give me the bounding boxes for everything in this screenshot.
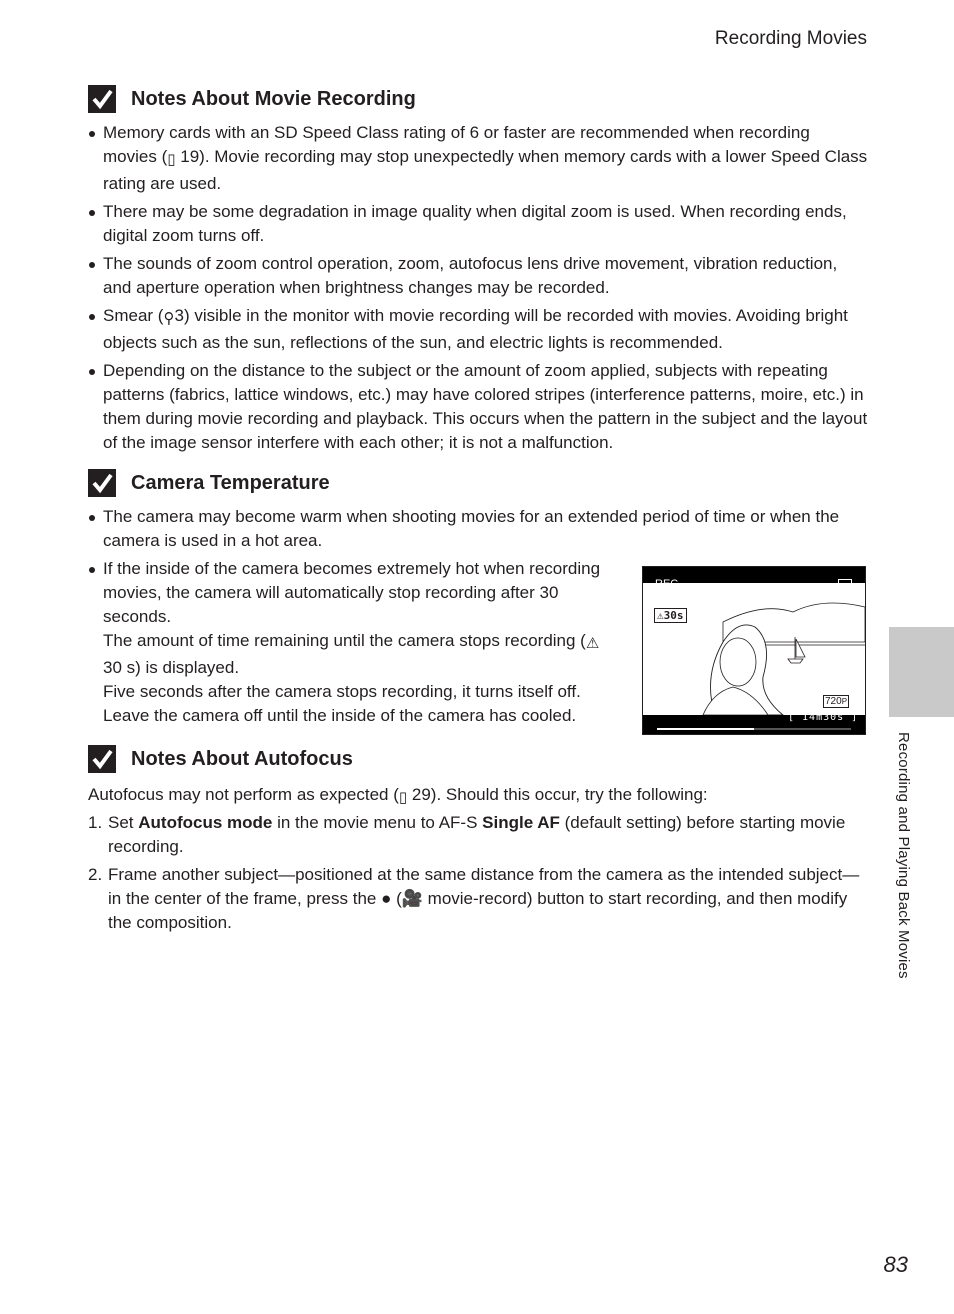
text: If the inside of the camera becomes extremely hot when recording movies, the camera will automatically stop recording after 30 seconds.: [103, 559, 601, 626]
movie-size-suffix: P: [841, 697, 848, 706]
text: The camera may become warm when shooting movies for an extended period of time or when the camera is used in a hot area.: [103, 507, 840, 550]
page-number: 83: [883, 1252, 908, 1277]
checkmark-icon: [88, 745, 116, 773]
section-movie-recording-heading: [88, 84, 416, 114]
text: Memory cards with an SD Speed Class rating of 6 or faster are recommended when recording movies (: [103, 123, 810, 166]
text: ). Movie recording may stop unexpectedly when memory cards with a lower Speed Class rating are used.: [103, 147, 868, 193]
text: (default setting) before starting movie recording.: [108, 813, 846, 856]
battery-icon: [838, 579, 852, 587]
list-item: [88, 557, 608, 728]
step-number: 1.: [88, 813, 103, 832]
page-ref: 19: [180, 147, 200, 166]
camera-temperature-list: [88, 505, 868, 557]
text: The sounds of zoom control operation, zoom, autofocus lens drive movement, vibration reduction, and aperture operation when brightness changes may be recorded.: [103, 254, 838, 297]
text: in the movie menu to: [272, 813, 439, 832]
text: movie-record) button to start recording, and then modify the composition.: [108, 889, 848, 932]
movie-size-badge: [823, 695, 849, 708]
text: [103, 629, 608, 680]
setting-name: Single AF: [477, 813, 560, 832]
section-title: Camera Temperature: [131, 471, 330, 494]
text: The amount of time remaining until the camera stops recording (: [103, 631, 586, 650]
remaining-time: [ 14m30s ]: [788, 712, 859, 723]
tips-reference-icon: ⚲: [163, 310, 175, 327]
side-tab-label: Recording and Playing Back Movies: [895, 732, 912, 979]
page-ref: 3: [174, 306, 184, 325]
list-item: 2. Frame another subject—positioned at the same distance from the camera as the intended subject—in the center of the frame, press the ● (🎥 movie-record) button to start recording, and then modify the composition.: [88, 865, 860, 932]
list-item: [88, 359, 868, 455]
record-button-icon: ●: [381, 889, 392, 908]
movie-size: 720: [825, 696, 842, 707]
text: There may be some degradation in image quality when digital zoom is used. When recording ends, digital zoom turns off.: [103, 202, 847, 245]
monitor-illustration: [642, 566, 866, 735]
movie-recording-notes-list: [88, 121, 868, 459]
thermometer-warning-icon: ⚠: [585, 635, 600, 652]
text: Autofocus may not perform as expected (: [88, 785, 399, 804]
list-item: [88, 252, 868, 300]
movie-camera-icon: 🎥: [401, 889, 423, 908]
book-reference-icon: ▯: [167, 151, 176, 168]
autofocus-intro: [88, 783, 708, 810]
list-item: [88, 200, 868, 248]
countdown-value: 30s: [663, 609, 684, 622]
af-mode-icon-label: AF-S: [438, 813, 478, 832]
temperature-countdown: [654, 608, 687, 623]
text: ). Should this occur, try the following:: [430, 785, 708, 804]
recording-progress-bar: [657, 728, 851, 730]
checkmark-icon: [88, 85, 116, 113]
header-title: Recording Movies: [714, 28, 867, 49]
camera-temperature-list-2: [88, 557, 608, 732]
text: Set: [108, 813, 139, 832]
side-tab: [889, 627, 954, 717]
list-item: [88, 811, 868, 859]
list-item: [88, 121, 868, 196]
page-ref: 29: [411, 785, 431, 804]
list-item: [88, 505, 868, 553]
text: Five seconds after the camera stops recording, it turns itself off. Leave the camera off until the inside of the camera has cooled.: [103, 682, 581, 725]
thermometer-warning-icon: ⚠: [657, 609, 664, 622]
progress-fill: [657, 728, 754, 730]
checkmark-icon: [88, 469, 116, 497]
menu-name: Autofocus mode: [138, 813, 273, 832]
book-reference-icon: ▯: [398, 789, 408, 806]
list-item: [88, 304, 868, 355]
rec-indicator: REC: [655, 578, 679, 590]
section-title: Notes About Autofocus: [131, 747, 353, 770]
text: 30 s) is displayed.: [103, 658, 240, 677]
section-autofocus-heading: [88, 744, 353, 774]
text: Smear (: [103, 306, 164, 325]
section-title: Notes About Movie Recording: [131, 87, 416, 110]
text: Depending on the distance to the subject or the amount of zoom applied, subjects with repeating patterns (fabrics, lattice windows, etc.) may have colored stripes (interference patterns, moire, etc.) in them during movie recording and playback. This occurs when the pattern in the subject and the layout of the image sensor interfere with each other; it is not a malfunction.: [103, 361, 868, 452]
autofocus-steps: [88, 811, 868, 939]
step-number: 2.: [88, 865, 103, 884]
scene-drawing: [643, 567, 865, 734]
section-camera-temperature-heading: [88, 468, 330, 498]
text: ) visible in the monitor with movie recording will be recorded with movies. Avoiding bright objects such as the sun, reflections of the sun, and electric lights is recommended.: [103, 306, 848, 352]
text: Frame another subject—positioned at the same distance from the camera as the intended subject—in the center of the frame, press the: [108, 865, 860, 908]
